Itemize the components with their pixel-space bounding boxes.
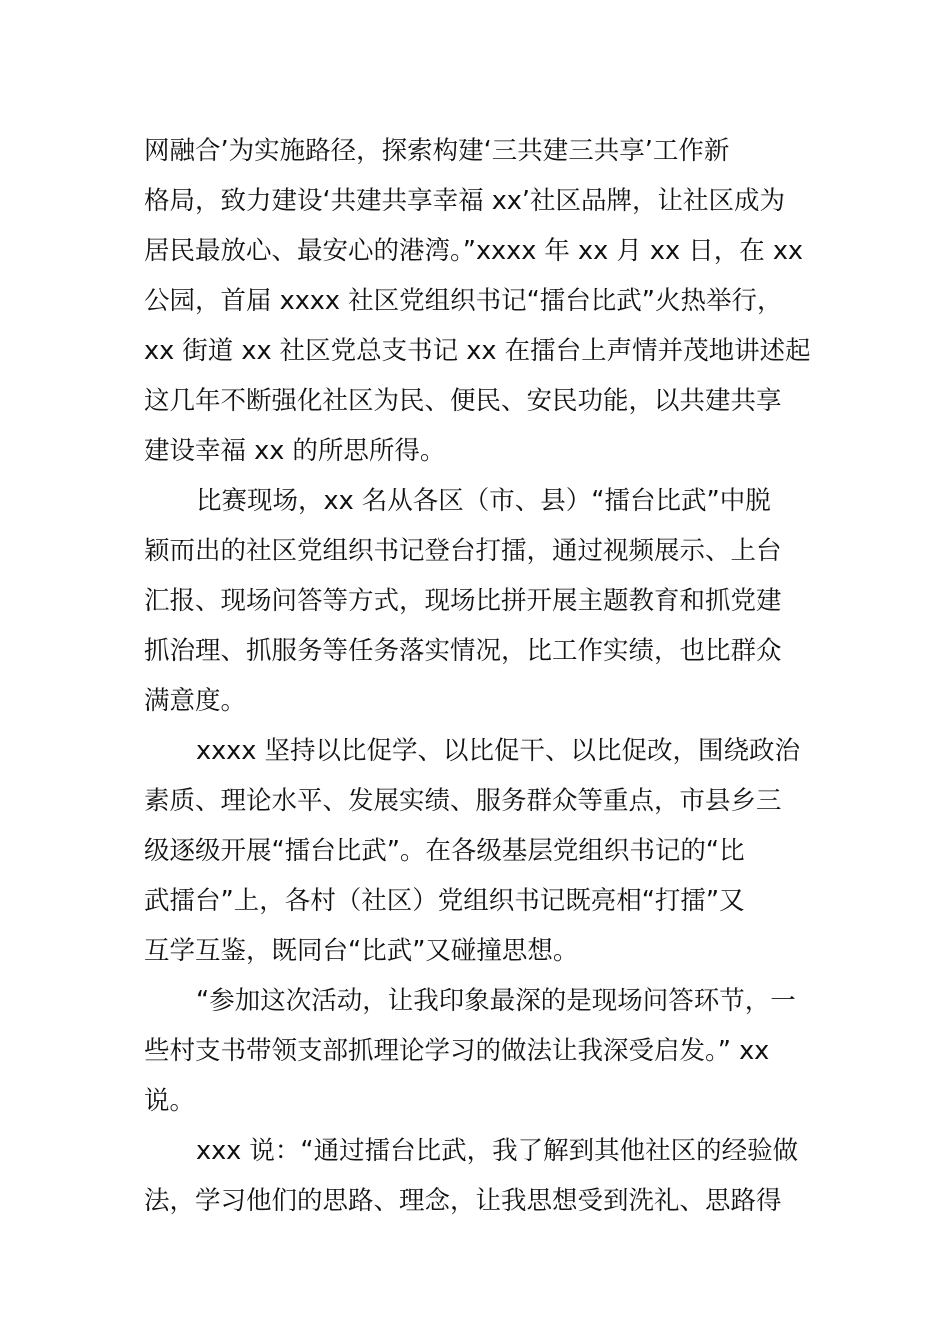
text-line: 法，学习他们的思路、理念，让我思想受到洗礼、思路得 [144,1186,782,1216]
text-line: xxx 说：“通过擂台比武，我了解到其他社区的经验做 [196,1136,799,1166]
text-line: 汇报、现场问答等方式，现场比拼开展主题教育和抓党建 [144,586,782,616]
text-line: 建设幸福 xx 的所思所得。 [144,436,446,466]
paragraph-5 [144,1126,812,1226]
text-line: xx 街道 xx 社区党总支书记 xx 在擂台上声情并茂地讲述起 [144,336,811,366]
text-line: 些村支书带领支部抓理论学习的做法让我深受启发。” xx [144,1036,770,1066]
text-line: 满意度。 [144,686,247,716]
text-line: 说。 [144,1086,196,1116]
text-line: 网融合’为实施路径，探索构建‘三共建三共享’工作新 [144,136,730,166]
text-line: 级逐级开展“擂台比武”。在各级基层党组织书记的“比 [144,836,745,866]
text-line: 互学互鉴，既同台“比武”又碰撞思想。 [144,936,579,966]
text-line: 格局，致力建设‘共建共享幸福 xx’社区品牌，让社区成为 [144,186,786,216]
text-line: 这几年不断强化社区为民、便民、安民功能，以共建共享 [144,386,782,416]
paragraph-4 [144,976,812,1126]
text-line: 武擂台”上，各村（社区）党组织书记既亮相“打擂”又 [144,886,745,916]
text-line: 素质、理论水平、发展实绩、服务群众等重点，市县乡三 [144,786,782,816]
paragraph-3 [144,726,812,976]
text-line: 公园，首届 xxxx 社区党组织书记“擂台比武”火热举行， [144,286,783,316]
text-line: 居民最放心、最安心的港湾。”xxxx 年 xx 月 xx 日，在 xx [144,236,804,266]
paragraph-1 [144,126,812,476]
text-line: “参加这次活动，让我印象最深的是现场问答环节，一 [196,986,796,1016]
paragraph-2 [144,476,812,726]
document-body [144,126,812,1226]
text-line: 抓治理、抓服务等任务落实情况，比工作实绩，也比群众 [144,636,782,666]
text-line: 比赛现场，xx 名从各区（市、县）“擂台比武”中脱 [196,486,771,516]
text-line: 颖而出的社区党组织书记登台打擂，通过视频展示、上台 [144,536,782,566]
text-line: xxxx 坚持以比促学、以比促干、以比促改，围绕政治 [196,736,800,766]
